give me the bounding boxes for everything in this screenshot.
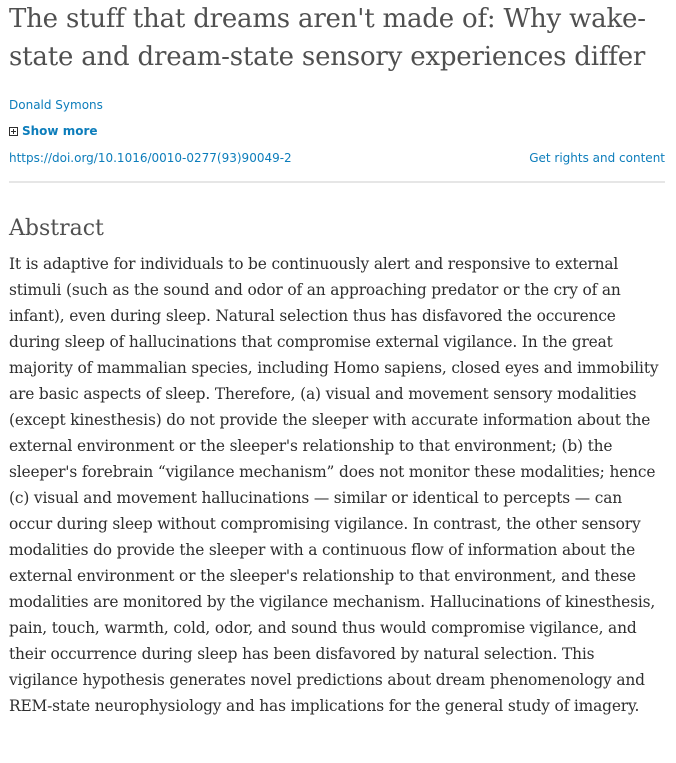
show-more-label: Show more xyxy=(22,124,98,138)
plus-box-icon xyxy=(9,127,18,136)
abstract-heading: Abstract xyxy=(9,216,104,241)
article-header xyxy=(9,0,665,719)
article-title: The stuff that dreams aren't made of: Why wake-state and dream-state sensory experiences differ xyxy=(9,4,646,72)
rights-link[interactable]: Get rights and content xyxy=(529,151,665,165)
abstract-text: It is adaptive for individuals to be continuously alert and responsive to external stimuli (such as the sound and odor of an approaching predator or the cry of an infant), even during sleep. Natural selection thus has disfavored the occurence during sleep of hallucinations that compromise external vigilance. In the great majority of mammalian species, including Homo sapiens, closed eyes and immobility are basic aspects of sleep. Therefore, (a) visual and movement sensory modalities (except kinesthesis) do not provide the sleeper with accurate information about the external environment or the sleeper's relationship to that environment; (b) the sleeper's forebrain “vigilance mechanism” does not monitor these modalities; hence (c) visual and movement hallucinations — similar or identical to percepts — can occur during sleep without compromising vigilance. In contrast, the other sensory modalities do provide the sleeper with a continuous flow of information about the external environment or the sleeper's relationship to that environment, and these modalities are monitored by the vigilance mechanism. Hallucinations of kinesthesis, pain, touch, warmth, cold, odor, and sound thus would compromise vigilance, and their occurrence during sleep has been disfavored by natural selection. This vigilance hypothesis generates novel predictions about dream phenomenology and REM-state neurophysiology and has implications for the general study of imagery. xyxy=(9,255,659,715)
author-link[interactable]: Donald Symons xyxy=(9,98,103,112)
doi-link[interactable]: https://doi.org/10.1016/0010-0277(93)90049-2 xyxy=(9,151,292,165)
show-more-button[interactable] xyxy=(9,121,665,141)
article-links xyxy=(9,151,665,171)
divider xyxy=(9,181,665,183)
author-list xyxy=(9,96,665,116)
